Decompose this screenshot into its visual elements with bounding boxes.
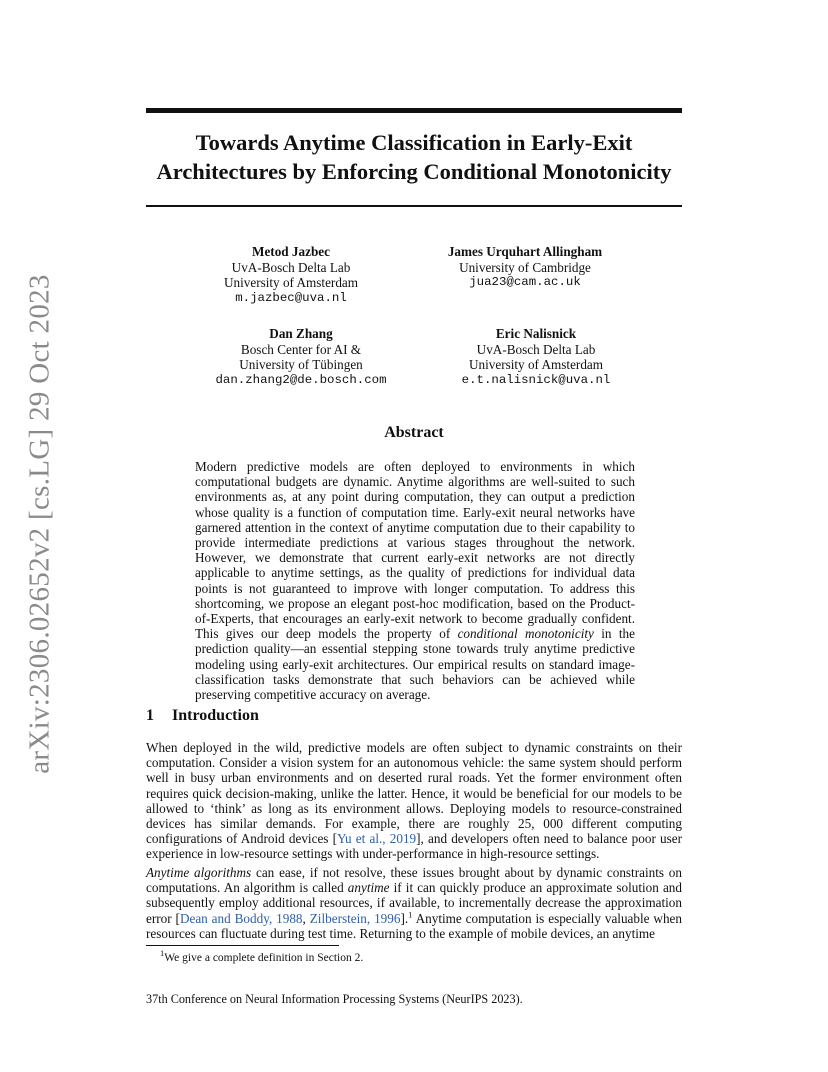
- arxiv-identifier-text: arXiv:2306.02652v2 [cs.LG] 29 Oct 2023: [23, 274, 56, 774]
- paragraph-text: When deployed in the wild, predictive models are often subject to dynamic constraints on their computation. Consider a vision system for an autonomous vehicle: the same system should perform well in busy urban environments and on deserted rural roads. Yet the former environment often requires quick decision-making, unlike the latter. Hence, it would be beneficial for our models to be allowed to ‘think’ as long as its environment allows. Deploying models to resource-constrained devices has similar demands. For example, there are roughly 25, 000 different computing configurations of Android devices [: [146, 740, 682, 847]
- author-name: Metod Jazbec: [252, 244, 330, 259]
- author-email[interactable]: m.jazbec@uva.nl: [235, 290, 347, 305]
- author-affiliation: UvA-Bosch Delta Lab: [231, 259, 351, 275]
- footnote-marker[interactable]: 1: [408, 909, 413, 920]
- author-affiliation: University of Amsterdam: [223, 275, 359, 290]
- abstract-body: [195, 459, 635, 702]
- paragraph-text: can ease, if not resolve, these issues brought about by dynamic constraints on computations. An algorithm is called: [146, 865, 682, 896]
- arxiv-identifier: [14, 274, 66, 774]
- footnote: [160, 948, 364, 964]
- citation-link[interactable]: Zilberstein, 1996: [309, 910, 401, 926]
- paragraph-text: Anytime computation is especially valuable when resources can fluctuate during test time. Returning to the example of mobile devices, an anytime: [146, 910, 682, 941]
- author-name: Dan Zhang: [269, 326, 333, 341]
- author-email[interactable]: jua23@cam.ac.uk: [469, 275, 581, 289]
- title-bottom-rule: [146, 205, 682, 207]
- section-title: Introduction: [172, 707, 259, 724]
- section-number: 1: [146, 707, 154, 724]
- author-block: [405, 244, 645, 291]
- citation-separator: ,: [302, 910, 310, 926]
- author-affiliation: University of Tübingen: [239, 357, 363, 372]
- author-block: [171, 244, 411, 306]
- title-top-rule: [146, 108, 682, 113]
- author-email[interactable]: dan.zhang2@de.bosch.com: [215, 372, 387, 387]
- footnote-rule: [146, 945, 339, 946]
- author-affiliation: UvA-Bosch Delta Lab: [476, 341, 596, 357]
- abstract-heading: Abstract: [384, 424, 444, 441]
- paragraph: [146, 740, 682, 862]
- author-affiliation: Bosch Center for AI &: [240, 341, 362, 357]
- author-affiliation: University of Amsterdam: [468, 357, 604, 372]
- section-heading: [146, 707, 259, 725]
- citation-link[interactable]: Dean and Boddy, 1988: [179, 910, 303, 926]
- venue-note: 37th Conference on Neural Information Processing Systems (NeurIPS 2023).: [146, 992, 523, 1006]
- paragraph-text: if it can quickly produce an approximate solution and subsequently employ additional resources, if available, to incrementally decrease the approximation error [: [146, 880, 682, 926]
- author-block: [181, 326, 421, 388]
- citation-link[interactable]: Yu et al., 2019: [336, 831, 417, 847]
- abstract-text: in the prediction quality—an essential stepping stone towards truly anytime predictive modeling using early-exit architectures. Our empirical results on standard image-classification tasks demonstrate that such behaviors can be achieved while preserving competitive accuracy on average.: [195, 626, 635, 703]
- paper-title: Towards Anytime Classification in Early-Exit Architectures by Enforcing Conditional Monotonicity: [156, 130, 672, 184]
- paragraph: [146, 865, 682, 941]
- emphasis-text: Anytime algorithms: [146, 865, 252, 880]
- author-affiliation: University of Cambridge: [459, 259, 591, 275]
- abstract-text: Modern predictive models are often deployed to environments in which computational budgets are dynamic. Anytime algorithms are well-suited to such environments as, at any point during computation, they can output a prediction whose quality is a function of computation time. Early-exit neural networks have garnered attention in the context of anytime computation due to their capability to provide intermediate predictions at various stages throughout the network. However, we demonstrate that current early-exit networks are not directly applicable to anytime settings, as the quality of predictions for individual data points is not guaranteed to improve with longer computation. To address this shortcoming, we propose an elegant post-hoc modification, based on the Product-of-Experts, that encourages an early-exit network to become gradually confident. This gives our deep models the property of: [195, 459, 635, 642]
- emphasis-text: anytime: [347, 880, 390, 896]
- author-block: [416, 326, 656, 388]
- author-email[interactable]: e.t.nalisnick@uva.nl: [461, 372, 611, 387]
- author-name: Eric Nalisnick: [495, 326, 577, 341]
- author-name: James Urquhart Allingham: [447, 244, 603, 259]
- paragraph-text: ].: [400, 910, 409, 926]
- paragraph-text: ], and developers often need to balance poor user experience in low-resource settings with under-performance in high-resource settings.: [146, 831, 682, 862]
- footnote-number: 1: [160, 948, 165, 959]
- abstract-emphasis: conditional monotonicity: [457, 626, 594, 642]
- footnote-text: We give a complete definition in Section 2.: [164, 952, 364, 964]
